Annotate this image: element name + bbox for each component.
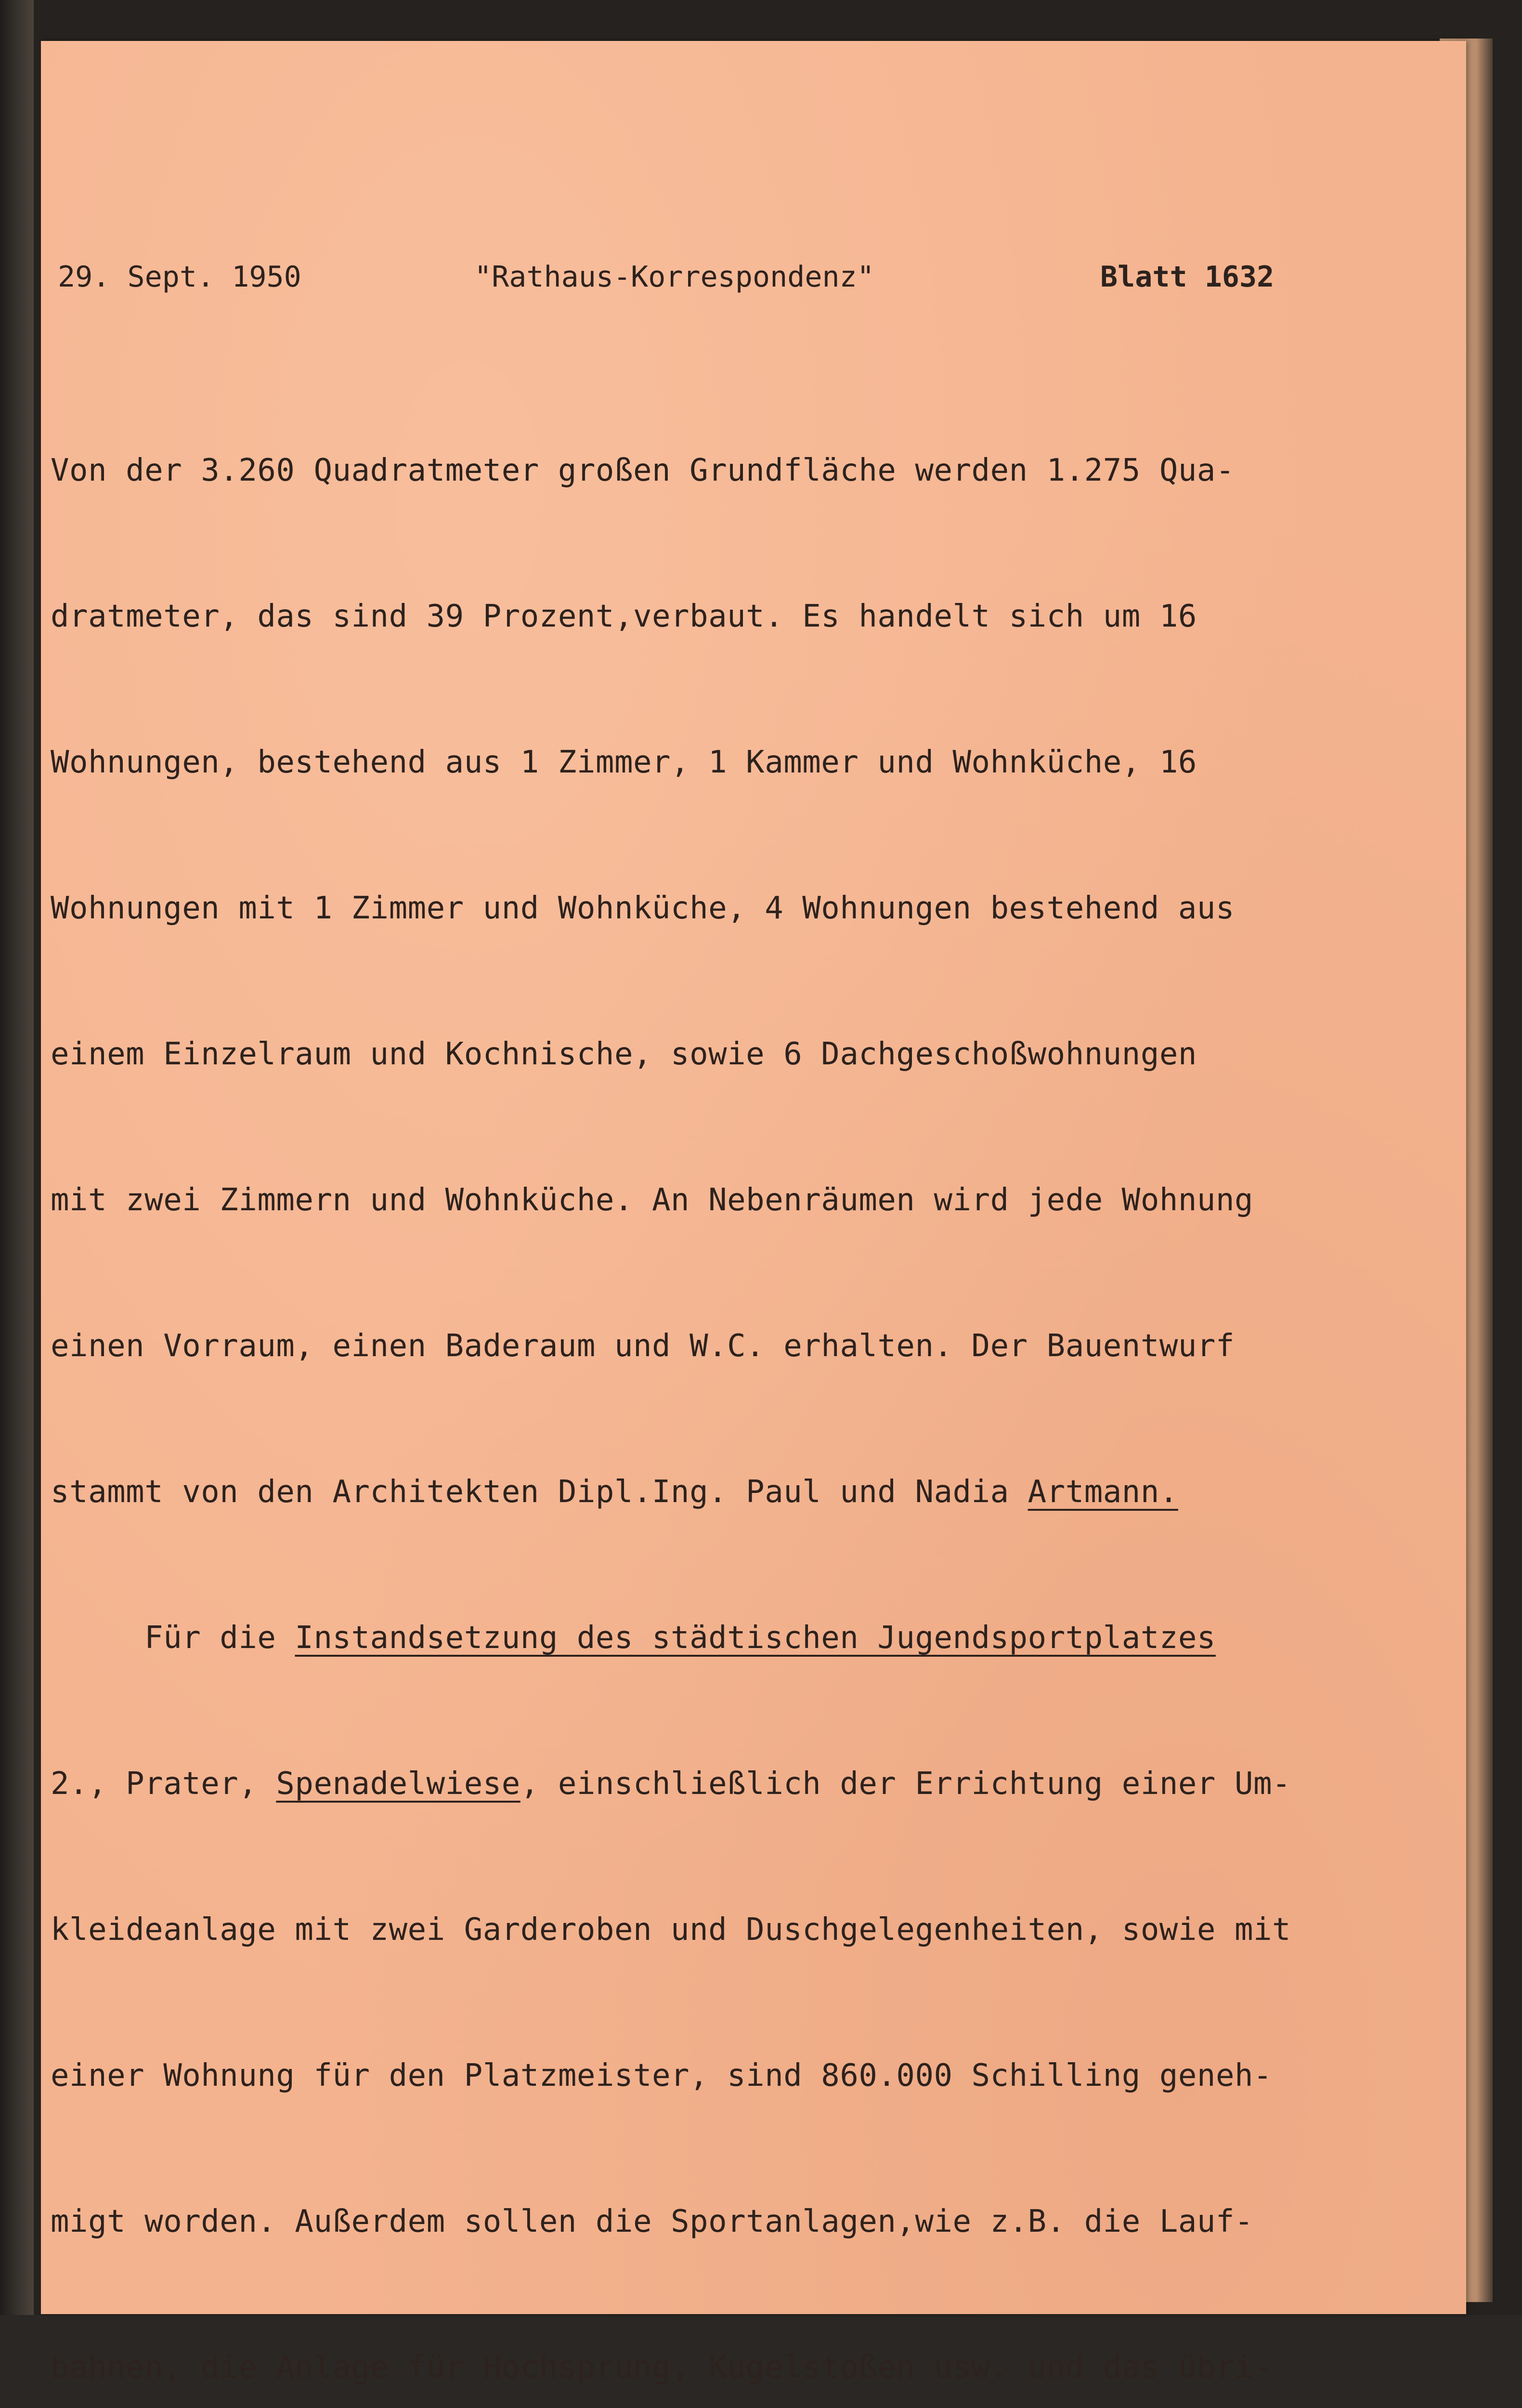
- text-line: einen Vorraum, einen Baderaum und W.C. erhalten. Der Bauentwurf: [51, 1328, 1235, 1364]
- line-text: stammt von den Architekten Dipl.Ing. Paul und Nadia: [51, 1474, 1028, 1510]
- line-text: 2., Prater,: [51, 1766, 276, 1802]
- page-body: [51, 349, 1432, 2408]
- text-line: bahnen, die Anlage für Hochsprung, Kugelstoßen usw. und das übri-: [51, 2350, 1273, 2385]
- text-line: dratmeter, das sind 39 Prozent,verbaut. Es handelt sich um 16: [51, 599, 1197, 634]
- text-line: [51, 1760, 1432, 1808]
- underlined-phrase: Instandsetzung des städtischen Jugendsportplatzes: [295, 1620, 1216, 1656]
- text-line: Wohnungen, bestehend aus 1 Zimmer, 1 Kammer und Wohnküche, 16: [51, 745, 1197, 780]
- text-line: Von der 3.260 Quadratmeter großen Grundfläche werden 1.275 Qua-: [51, 453, 1235, 488]
- line-text: , einschließlich der Errichtung einer Um-: [520, 1766, 1291, 1802]
- text-line: migt worden. Außerdem sollen die Sportanlagen,wie z.B. die Lauf-: [51, 2204, 1253, 2239]
- typed-page: [41, 41, 1466, 2385]
- text-line: mit zwei Zimmern und Wohnküche. An Nebenräumen wird jede Wohnung: [51, 1182, 1253, 1218]
- header-date: 29. Sept. 1950: [58, 260, 301, 294]
- text-line: Wohnungen mit 1 Zimmer und Wohnküche, 4 Wohnungen bestehend aus: [51, 890, 1235, 926]
- architect-name: Artmann.: [1028, 1474, 1178, 1510]
- underlined-phrase: Spenadelwiese: [276, 1766, 520, 1802]
- text-line: einem Einzelraum und Kochnische, sowie 6 Dachgeschoßwohnungen: [51, 1036, 1197, 1072]
- binding-edge: [0, 0, 34, 2315]
- text-line: einer Wohnung für den Platzmeister, sind 860.000 Schilling geneh-: [51, 2058, 1273, 2094]
- line-text: Für die: [51, 1620, 295, 1656]
- text-line: [51, 1468, 1432, 1517]
- text-line: kleideanlage mit zwei Garderoben und Duschgelegenheiten, sowie mit: [51, 1912, 1291, 1948]
- text-line: [51, 1614, 1432, 1662]
- header-title: "Rathaus-Korrespondenz": [474, 260, 874, 294]
- header-sheet-number: Blatt 1632: [1100, 260, 1275, 294]
